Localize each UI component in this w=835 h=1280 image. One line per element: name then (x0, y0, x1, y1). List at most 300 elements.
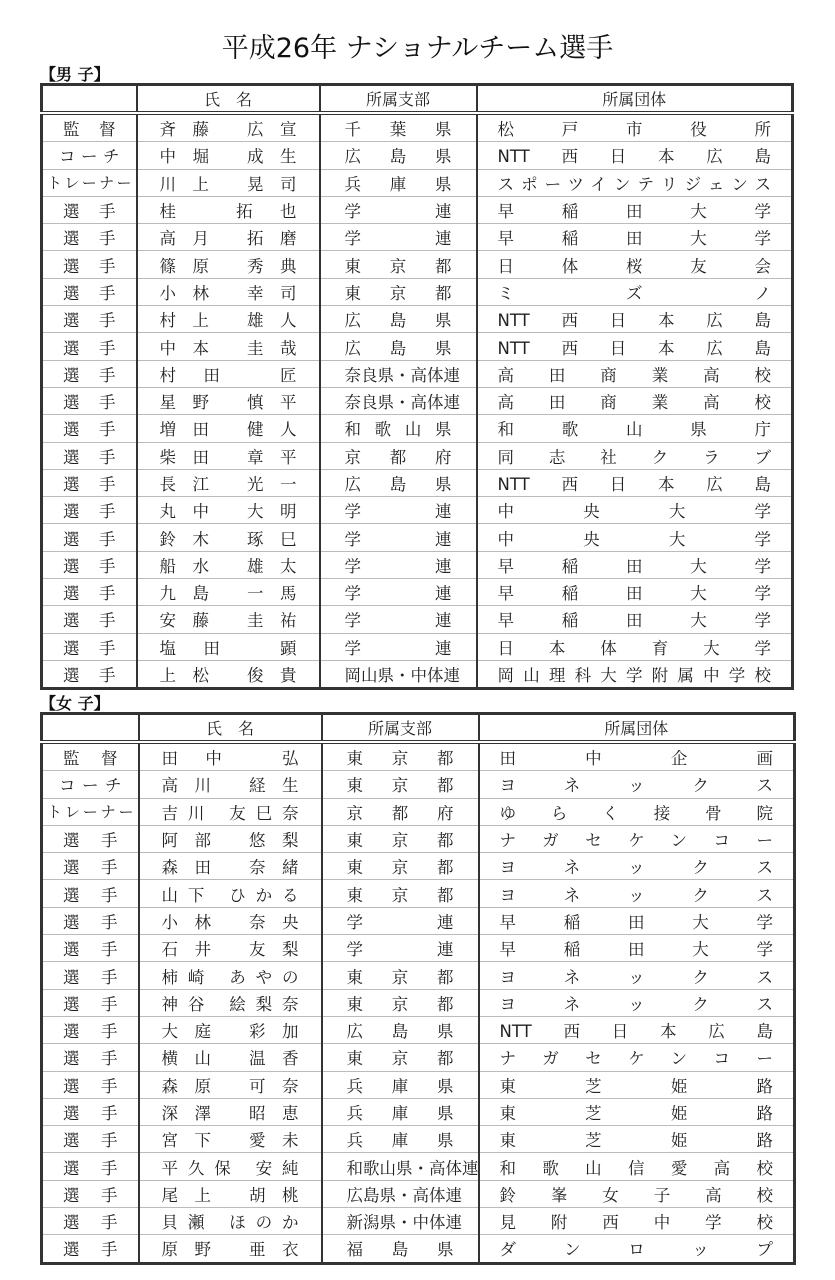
branch-text: 京都府 (344, 447, 452, 467)
org-text: 松戸市役所 (497, 120, 771, 140)
role-text: 選手 (63, 256, 116, 276)
branch-cell (322, 1044, 479, 1071)
role-text: 選手 (63, 502, 116, 522)
role-text: トレーナー (47, 803, 134, 822)
name-cell (137, 551, 320, 578)
role-cell (42, 962, 139, 989)
org-cell (477, 415, 793, 442)
name-text: 柴田 章平 (159, 447, 297, 467)
branch-cell (320, 251, 477, 278)
org-cell (479, 1235, 795, 1263)
org-text: ナガセケンコー (499, 1049, 773, 1069)
branch-text: 兵庫県 (344, 174, 452, 194)
role-text: 選手 (63, 1213, 118, 1233)
org-text: NTT西日本広島 (497, 311, 771, 331)
org-text: ゆらく接骨院 (499, 803, 773, 823)
branch-cell (320, 169, 477, 196)
name-text: 九島 一馬 (159, 584, 297, 604)
name-text: 篠原 秀典 (159, 256, 297, 276)
name-cell (137, 633, 320, 660)
name-text: 長江 光一 (159, 475, 297, 494)
name-text: 鈴木 琢巳 (159, 529, 297, 549)
name-text: 石井 友梨 (161, 940, 299, 960)
name-cell (139, 1153, 322, 1180)
org-text: ヨネックス (499, 885, 773, 905)
org-text: NTT西日本広島 (497, 147, 771, 167)
name-text: 丸中 大明 (159, 502, 297, 522)
org-text: ヨネックス (499, 858, 773, 878)
role-text: 選手 (63, 420, 116, 440)
org-cell (477, 524, 793, 551)
name-text: 村上 雄人 (159, 311, 297, 331)
role-text: 選手 (63, 202, 116, 222)
table-row (42, 196, 793, 223)
role-text: 選手 (63, 1131, 118, 1151)
role-cell (42, 251, 137, 278)
branch-text: 広島県・高体連 (346, 1185, 462, 1205)
org-cell (479, 742, 795, 771)
org-text: NTT西日本広島 (497, 338, 771, 358)
table-row (42, 1016, 795, 1043)
role-cell (42, 798, 139, 825)
org-text: 中央大学 (497, 502, 771, 522)
branch-text: 東京都 (344, 256, 452, 276)
name-cell (137, 196, 320, 223)
role-cell (42, 469, 137, 496)
branch-cell (322, 1208, 479, 1235)
org-cell (477, 633, 793, 660)
org-text: 同志社クラブ (497, 447, 771, 467)
name-text: 桂 拓也 (159, 202, 297, 222)
name-cell (137, 169, 320, 196)
name-cell (139, 989, 322, 1016)
role-text: 選手 (63, 229, 116, 249)
org-text: 鈴峯女子高校 (499, 1185, 773, 1205)
role-cell (42, 415, 137, 442)
org-cell (477, 469, 793, 496)
name-text: 増田 健人 (159, 420, 297, 440)
org-text: NTT西日本広島 (497, 475, 771, 494)
org-cell (479, 1016, 795, 1043)
branch-text: 東京都 (346, 885, 454, 905)
role-cell (42, 907, 139, 934)
name-cell (137, 224, 320, 251)
org-cell (479, 989, 795, 1016)
role-text: 選手 (63, 831, 118, 851)
role-text: 選手 (63, 529, 116, 549)
table-row (42, 1153, 795, 1180)
org-text: 早稲田大学 (499, 912, 773, 932)
role-cell (42, 579, 137, 606)
table-row (42, 387, 793, 414)
branch-text: 東京都 (346, 967, 454, 987)
branch-text: 学連 (344, 556, 452, 576)
role-text: 選手 (63, 338, 116, 358)
name-cell (137, 606, 320, 633)
org-cell (477, 360, 793, 387)
org-cell (477, 579, 793, 606)
org-text: 東芝姫路 (499, 1076, 773, 1096)
org-cell (477, 142, 793, 169)
org-text: ミズノ (497, 283, 771, 303)
name-cell (139, 798, 322, 825)
role-cell (42, 1153, 139, 1180)
role-text: 選手 (63, 556, 116, 576)
branch-cell (320, 306, 477, 333)
name-cell (137, 442, 320, 469)
branch-text: 学連 (344, 638, 452, 658)
role-text: 選手 (63, 1240, 118, 1260)
page-title: 平成26年 ナショナルチーム選手 (221, 33, 614, 64)
role-text: 選手 (63, 1022, 118, 1042)
role-text: コーチ (59, 147, 120, 167)
role-cell (42, 1126, 139, 1153)
branch-text: 学連 (344, 529, 452, 549)
role-cell (42, 442, 137, 469)
name-text: 阿部 悠梨 (161, 831, 299, 851)
table-row (42, 497, 793, 524)
header-role (42, 85, 137, 114)
org-text: ヨネックス (499, 994, 773, 1014)
branch-text: 広島県 (344, 311, 452, 331)
table-row (42, 853, 795, 880)
branch-cell (320, 633, 477, 660)
name-cell (137, 113, 320, 142)
name-text: 中本 圭哉 (159, 338, 297, 358)
men-section-label: 【男 子】 (40, 65, 110, 84)
role-cell (42, 278, 137, 305)
branch-text: 広島県 (344, 338, 452, 358)
table-row (42, 113, 793, 142)
header-role (42, 714, 139, 743)
org-cell (477, 387, 793, 414)
name-text: 星野 慎平 (159, 393, 297, 413)
name-text: 斉藤 広宣 (159, 120, 297, 140)
name-text: 神谷 絵梨奈 (161, 994, 299, 1014)
branch-text: 兵庫県 (346, 1104, 454, 1123)
branch-text: 岡山県・中体連 (344, 666, 460, 686)
name-text: 小林 幸司 (159, 283, 297, 303)
role-cell (42, 1098, 139, 1125)
name-cell (137, 278, 320, 305)
role-text: 監督 (63, 120, 116, 140)
table-row (42, 333, 793, 360)
branch-text: 学連 (346, 940, 454, 960)
org-cell (479, 1180, 795, 1207)
header-name: 氏 名 (139, 714, 322, 743)
table-row (42, 660, 793, 688)
role-cell (42, 1180, 139, 1207)
org-text: 和歌山信愛高校 (499, 1158, 773, 1178)
branch-cell (320, 224, 477, 251)
role-cell (42, 633, 137, 660)
name-cell (139, 1126, 322, 1153)
name-text: 船水 雄太 (159, 556, 297, 576)
role-cell (42, 1208, 139, 1235)
role-text: 選手 (63, 611, 116, 631)
branch-cell (320, 497, 477, 524)
org-cell (479, 1044, 795, 1071)
branch-cell (320, 278, 477, 305)
branch-cell (322, 880, 479, 907)
name-cell (137, 142, 320, 169)
name-text: 深澤 昭恵 (161, 1104, 299, 1123)
branch-text: 広島県 (346, 1022, 454, 1042)
org-text: 早稲田大学 (497, 611, 771, 631)
name-text: 尾上 胡桃 (161, 1185, 299, 1205)
header-branch: 所属支部 (322, 714, 479, 743)
role-cell (42, 524, 137, 551)
org-text: 東芝姫路 (499, 1131, 773, 1151)
name-text: 安藤 圭祐 (159, 611, 297, 631)
org-cell (479, 935, 795, 962)
branch-text: 学連 (344, 584, 452, 604)
org-cell (479, 907, 795, 934)
org-cell (477, 196, 793, 223)
role-cell (42, 224, 137, 251)
header-branch: 所属支部 (320, 85, 477, 114)
branch-cell (322, 962, 479, 989)
org-cell (477, 251, 793, 278)
org-cell (479, 1153, 795, 1180)
name-cell (137, 660, 320, 688)
name-text: 柿崎 あやの (161, 967, 299, 987)
branch-cell (322, 1180, 479, 1207)
role-text: 選手 (63, 447, 116, 467)
branch-text: 千葉県 (344, 120, 452, 140)
name-text: 高月 拓磨 (159, 229, 297, 249)
name-text: 高川 経生 (161, 776, 299, 796)
branch-cell (320, 415, 477, 442)
name-text: 塩田 顕 (159, 638, 297, 658)
role-cell (42, 989, 139, 1016)
table-row (42, 306, 793, 333)
table-row (42, 1235, 795, 1263)
table-row (42, 1126, 795, 1153)
name-cell (139, 1044, 322, 1071)
branch-cell (322, 1153, 479, 1180)
org-cell (479, 1071, 795, 1098)
name-cell (139, 935, 322, 962)
role-cell (42, 606, 137, 633)
org-text: 日本体育大学 (497, 638, 771, 658)
branch-cell (322, 798, 479, 825)
branch-cell (320, 333, 477, 360)
role-text: 選手 (63, 365, 116, 385)
org-text: 中央大学 (497, 529, 771, 549)
org-cell (479, 825, 795, 852)
table-row (42, 1180, 795, 1207)
org-text: 岡山理科大学附属中学校 (497, 666, 771, 686)
table-row (42, 1098, 795, 1125)
name-cell (137, 524, 320, 551)
branch-cell (322, 853, 479, 880)
branch-cell (322, 907, 479, 934)
branch-cell (322, 1016, 479, 1043)
role-cell (42, 360, 137, 387)
role-text: 選手 (63, 666, 116, 686)
org-cell (479, 1126, 795, 1153)
name-text: 中堀 成生 (159, 147, 297, 167)
branch-cell (320, 524, 477, 551)
org-cell (479, 1098, 795, 1125)
role-text: 選手 (63, 1076, 118, 1096)
org-text: 和歌山県庁 (497, 420, 771, 440)
org-cell (479, 853, 795, 880)
table-row (42, 224, 793, 251)
role-text: 選手 (63, 1049, 118, 1069)
role-text: 選手 (63, 1158, 118, 1178)
org-cell (479, 962, 795, 989)
role-text: 選手 (63, 584, 116, 604)
header-org: 所属団体 (477, 85, 793, 114)
org-cell (477, 497, 793, 524)
branch-cell (320, 660, 477, 688)
table-row (42, 1208, 795, 1235)
name-cell (137, 387, 320, 414)
role-text: 選手 (63, 393, 116, 413)
name-cell (137, 360, 320, 387)
role-text: 監督 (63, 749, 118, 769)
header-org: 所属団体 (479, 714, 795, 743)
men-roster-table (40, 83, 794, 690)
role-cell (42, 1044, 139, 1071)
table-row (42, 415, 793, 442)
org-text: NTT西日本広島 (499, 1022, 773, 1042)
role-cell (42, 551, 137, 578)
org-cell (477, 660, 793, 688)
branch-cell (320, 196, 477, 223)
org-cell (477, 606, 793, 633)
branch-text: 和歌山県 (344, 420, 452, 440)
org-cell (477, 113, 793, 142)
org-cell (477, 442, 793, 469)
org-text: 東芝姫路 (499, 1104, 773, 1123)
name-cell (139, 771, 322, 798)
name-cell (139, 742, 322, 771)
name-cell (139, 1098, 322, 1125)
branch-cell (320, 551, 477, 578)
name-cell (139, 1235, 322, 1263)
org-text: 高田商業高校 (497, 365, 771, 385)
branch-text: 東京都 (346, 776, 454, 796)
name-text: 田中 弘 (161, 749, 299, 769)
name-cell (139, 962, 322, 989)
branch-text: 東京都 (346, 994, 454, 1014)
org-cell (477, 306, 793, 333)
org-cell (477, 169, 793, 196)
branch-text: 学連 (344, 502, 452, 522)
name-text: 吉川 友巳奈 (161, 803, 299, 823)
org-cell (479, 798, 795, 825)
name-text: 原野 亜衣 (161, 1240, 299, 1260)
branch-text: 学連 (346, 912, 454, 932)
branch-cell (322, 771, 479, 798)
role-text: 選手 (63, 858, 118, 878)
role-text: 選手 (63, 1185, 118, 1205)
org-text: 日体桜友会 (497, 256, 771, 276)
table-row (42, 633, 793, 660)
branch-cell (322, 935, 479, 962)
branch-cell (320, 442, 477, 469)
branch-text: 広島県 (344, 475, 452, 494)
name-cell (137, 251, 320, 278)
role-cell (42, 169, 137, 196)
role-cell (42, 935, 139, 962)
table-row (42, 1044, 795, 1071)
name-text: 貝瀬 ほのか (161, 1213, 299, 1233)
table-row (42, 524, 793, 551)
org-text: 田中企画 (499, 749, 773, 769)
branch-text: 広島県 (344, 147, 452, 167)
role-text: トレーナー (47, 174, 132, 193)
name-cell (137, 497, 320, 524)
name-text: 山下 ひかる (161, 885, 299, 905)
name-cell (139, 1071, 322, 1098)
branch-cell (322, 1071, 479, 1098)
org-text: スポーツインテリジェンス (497, 174, 771, 194)
table-row (42, 935, 795, 962)
branch-text: 新潟県・中体連 (346, 1213, 462, 1233)
table-row (42, 606, 793, 633)
role-cell (42, 853, 139, 880)
org-text: 早稲田大学 (499, 940, 773, 960)
branch-text: 東京都 (344, 283, 452, 303)
branch-cell (322, 1098, 479, 1125)
name-cell (137, 415, 320, 442)
name-cell (139, 853, 322, 880)
org-cell (479, 1208, 795, 1235)
name-cell (139, 1016, 322, 1043)
branch-text: 東京都 (346, 1049, 454, 1069)
branch-cell (322, 989, 479, 1016)
table-row (42, 962, 795, 989)
role-cell (42, 387, 137, 414)
women-section-label: 【女 子】 (40, 694, 110, 713)
branch-text: 東京都 (346, 831, 454, 851)
branch-text: 京都府 (346, 803, 454, 823)
branch-cell (320, 469, 477, 496)
table-row (42, 771, 795, 798)
branch-cell (322, 742, 479, 771)
org-text: 早稲田大学 (497, 202, 771, 222)
table-row (42, 579, 793, 606)
branch-text: 学連 (344, 229, 452, 249)
role-text: 選手 (63, 885, 118, 905)
name-cell (137, 579, 320, 606)
table-row (42, 1071, 795, 1098)
role-cell (42, 113, 137, 142)
name-cell (139, 1208, 322, 1235)
org-text: ヨネックス (499, 967, 773, 987)
branch-text: 東京都 (346, 858, 454, 878)
role-cell (42, 333, 137, 360)
branch-cell (322, 1126, 479, 1153)
role-cell (42, 1071, 139, 1098)
table-header-row (42, 714, 795, 743)
role-text: 選手 (63, 638, 116, 658)
branch-cell (320, 387, 477, 414)
role-cell (42, 771, 139, 798)
name-cell (137, 469, 320, 496)
table-row (42, 251, 793, 278)
role-cell (42, 1235, 139, 1263)
table-row (42, 798, 795, 825)
branch-cell (322, 825, 479, 852)
name-text: 森田 奈緒 (161, 858, 299, 878)
table-row (42, 442, 793, 469)
table-header-row (42, 85, 793, 114)
